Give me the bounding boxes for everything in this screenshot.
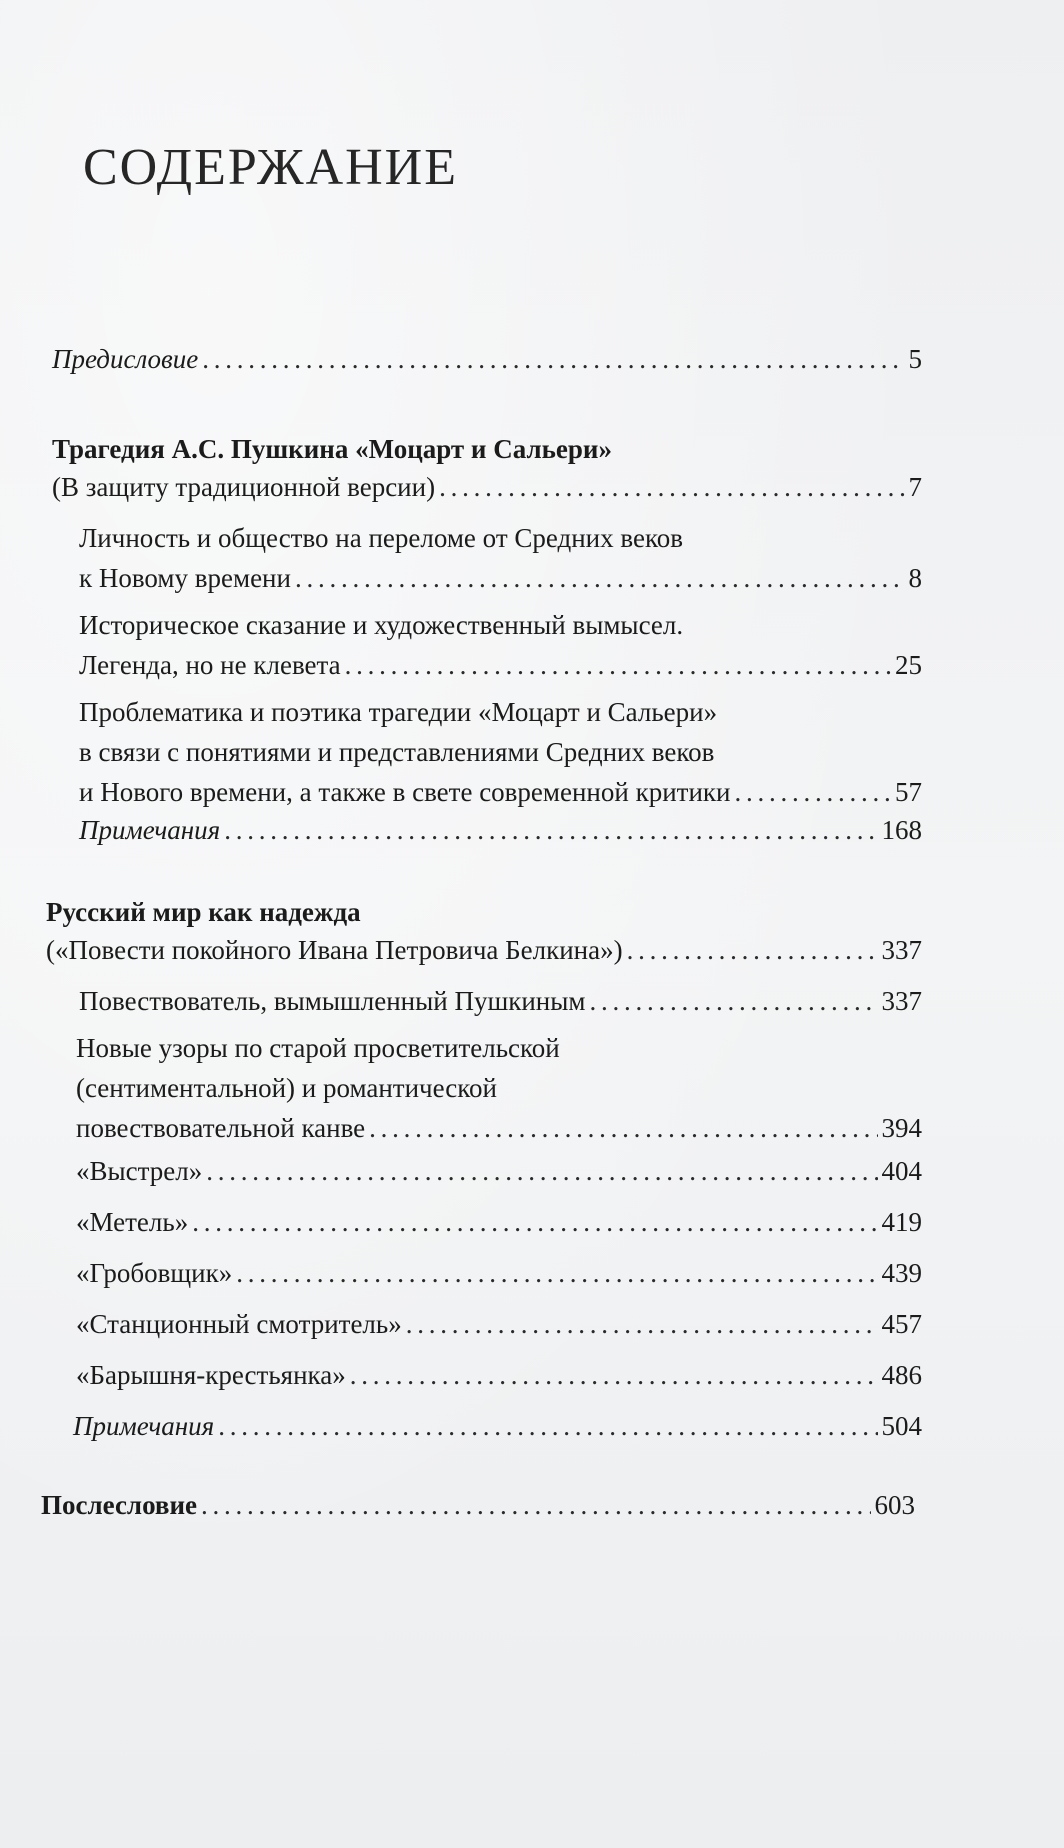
- page-title: СОДЕРЖАНИЕ: [83, 139, 458, 196]
- toc-entry-line: Личность и общество на переломе от Средних веков: [79, 523, 683, 553]
- dot-leader: [224, 810, 877, 850]
- toc-entry-part1-subtitle: [52, 467, 922, 507]
- toc-page-number: 486: [881, 1360, 922, 1390]
- toc-page-number: 5: [908, 344, 922, 374]
- toc-entry-label: («Повести покойного Ивана Петровича Белкина»): [46, 935, 623, 965]
- dot-leader: [295, 558, 905, 598]
- toc-page-number: 419: [881, 1207, 922, 1237]
- dot-leader: [589, 981, 877, 1021]
- toc-entry-line: повествовательной канве: [76, 1113, 366, 1143]
- toc-entry-label: Послесловие: [41, 1490, 198, 1520]
- dot-leader: [350, 1355, 878, 1395]
- dot-leader: [202, 339, 904, 379]
- toc-entry-part2-subtitle: [46, 930, 922, 970]
- dot-leader: [201, 1485, 870, 1525]
- toc-entry-line: Проблематика и поэтика трагедии «Моцарт и Сальери»: [79, 697, 718, 727]
- section-heading-russian-world: Русский мир как надежда: [46, 897, 361, 927]
- toc-page-number: 7: [908, 472, 922, 502]
- toc-entry-label: Повествователь, вымышленный Пушкиным: [79, 986, 586, 1016]
- dot-leader: [439, 467, 904, 507]
- toc-page-number: 25: [895, 650, 922, 680]
- toc-entry-afterword: [41, 1485, 915, 1525]
- toc-entry-line: к Новому времени: [79, 563, 291, 593]
- toc-entry-baryshnya: [76, 1355, 922, 1395]
- dot-leader: [345, 645, 891, 685]
- toc-entry-label: Предисловие: [52, 344, 199, 374]
- toc-entry-problematics: [79, 692, 922, 812]
- toc-entry-grobovshchik: [76, 1253, 922, 1293]
- dot-leader: [206, 1151, 877, 1191]
- toc-entry-label: «Выстрел»: [76, 1156, 203, 1186]
- toc-entry-metel: [76, 1202, 922, 1242]
- toc-page-number: 404: [881, 1156, 922, 1186]
- toc-entry-line: Историческое сказание и художественный вымысел.: [79, 610, 684, 640]
- toc-entry-legend: [79, 605, 922, 685]
- toc-entry-stantsionny: [76, 1304, 922, 1344]
- toc-entry-preface: [52, 339, 922, 379]
- toc-entry-line: Легенда, но не клевета: [79, 650, 341, 680]
- toc-entry-line: (сентиментальной) и романтической: [76, 1073, 497, 1103]
- dot-leader: [734, 772, 891, 812]
- toc-entry-vystrel: [76, 1151, 922, 1191]
- toc-entry-label: «Станционный смотритель»: [76, 1309, 402, 1339]
- toc-page-number: 457: [881, 1309, 922, 1339]
- section-heading-tragedy: Трагедия А.С. Пушкина «Моцарт и Сальери»: [52, 434, 612, 464]
- toc-page-number: 337: [881, 935, 922, 965]
- dot-leader: [192, 1202, 877, 1242]
- toc-page-number: 603: [874, 1490, 915, 1520]
- toc-page-number: 8: [908, 563, 922, 593]
- dot-leader: [218, 1406, 877, 1446]
- toc-entry-label: «Метель»: [76, 1207, 189, 1237]
- toc-entry-narrator: [79, 981, 922, 1021]
- dot-leader: [627, 930, 878, 970]
- toc-page-number: 337: [881, 986, 922, 1016]
- toc-page-number: 439: [881, 1258, 922, 1288]
- toc-entry-new-patterns: [76, 1028, 922, 1148]
- toc-entry-label: Примечания: [73, 1411, 215, 1441]
- toc-entry-line: Новые узоры по старой просветительской: [76, 1033, 560, 1063]
- dot-leader: [406, 1304, 878, 1344]
- toc-page-number: 504: [881, 1411, 922, 1441]
- toc-entry-label: Примечания: [79, 815, 221, 845]
- dot-leader: [236, 1253, 877, 1293]
- toc-entry-line: и Нового времени, а также в свете современной критики: [79, 777, 731, 807]
- toc-entry-personality: [79, 518, 922, 598]
- toc-entry-line: в связи с понятиями и представлениями Средних веков: [79, 737, 715, 767]
- dot-leader: [369, 1108, 877, 1148]
- toc-page-number: 168: [881, 815, 922, 845]
- toc-entry-notes-2: [73, 1406, 922, 1446]
- toc-page-number: 57: [895, 777, 922, 807]
- toc-entry-label: (В защиту традиционной версии): [52, 472, 436, 502]
- toc-page-number: 394: [881, 1113, 922, 1143]
- toc-entry-label: «Гробовщик»: [76, 1258, 233, 1288]
- toc-entry-label: «Барышня-крестьянка»: [76, 1360, 346, 1390]
- toc-entry-notes-1: [79, 810, 922, 850]
